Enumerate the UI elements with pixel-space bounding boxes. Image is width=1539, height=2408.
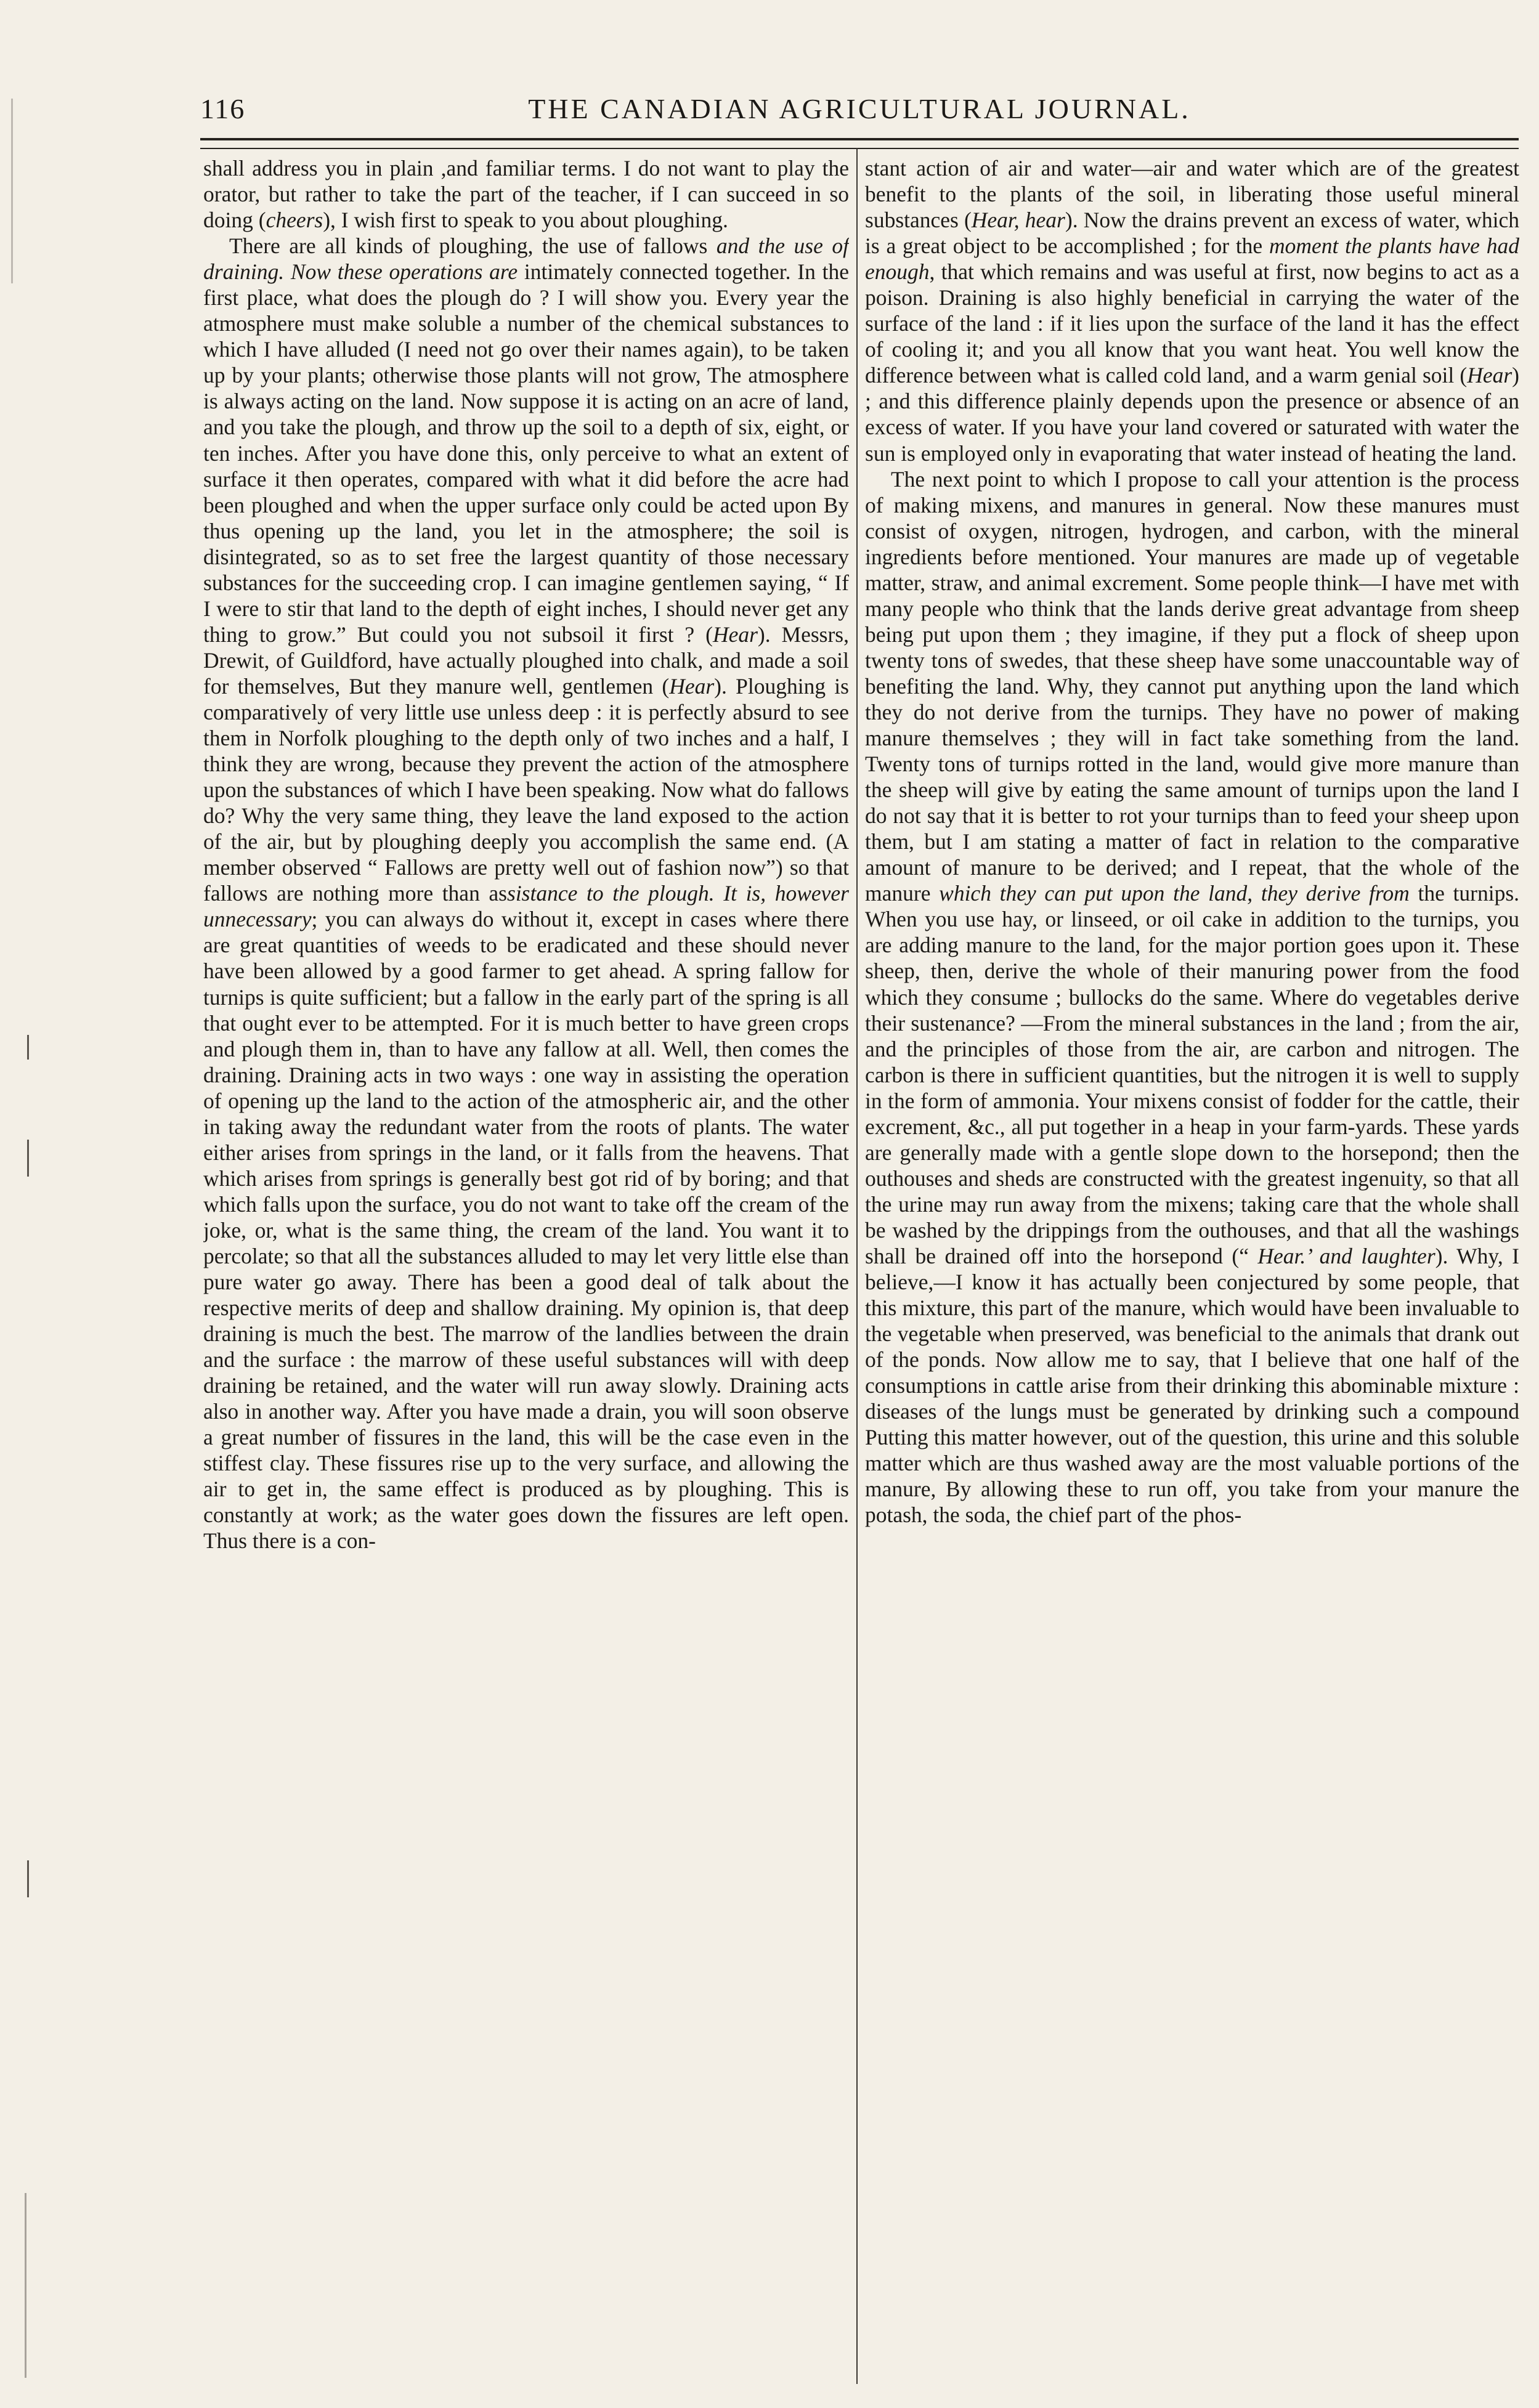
- text-run: the turnips. When you use hay, or linseed, or oil cake in addition to the turnips, you are adding manure to the land, for the major portion goes upon it. These sheep, then, derive the whole of their manuring power from the food which they consume ; bullocks do the same. Where do vegetables derive their sustenance? —From the mineral substances in the land ; from the air, and the principles of those from the air, are carbon and nitrogen. The carbon is there in sufficient quantities, but the nitrogen it is well to supply in the form of ammonia. Your mixens consist of fodder for the cattle, their excrement, &c., all put together in a heap in your farm-yards. These yards are generally made with a gentle slope down to the horsepond; then the outhouses and sheds are constructed with the greatest ingenuity, so that all the urine may run away from the mixens; taking care that the whole shall be washed by the drippings from the outhouses, and that all the washings shall be drained off into the horsepond (“: [865, 881, 1519, 1268]
- paragraph: [865, 155, 1519, 466]
- italic-text: sistance to the plough. It is, however unnecessary: [203, 881, 849, 932]
- margin-mark: [27, 1035, 29, 1060]
- italic-text: moment the plants have had enough: [865, 233, 1519, 285]
- margin-mark: [27, 1140, 29, 1177]
- margin-mark: [27, 1860, 29, 1897]
- text-run: , that which remains and was useful at first, now begins to act as a poison. Draining is also highly beneficial in carrying the water of the surface of the land : if it lies upon the surface of the land it has the effect of cooling it; and you all know that you want heat. You well know the difference between what is called cold land, and a warm genial soil (: [865, 259, 1519, 388]
- text-run: stant action of air and water—air and water which are of the greatest benefit to the plants of the soil, in liberating those useful mineral substances (: [865, 156, 1519, 233]
- italic-text: Hear: [712, 622, 758, 647]
- margin-mark: [11, 99, 13, 283]
- text-run: ). Why, I believe,—I know it has actually been conjectured by some people, that this mixture, this part of the manure, which would have been invaluable to the vegetable when preserved, was beneficial to the animals that drank out of the ponds. Now allow me to say, that I believe that one half of the consumptions in cattle arise from their drinking this abominable mixture : diseases of the lungs must be generated by drinking such a compound Putting this matter however, out of the question, this urine and this soluble matter which are thus washed away are the most valuable portions of the manure, By allowing these to run off, you take from your manure the potash, the soda, the chief part of the phos-: [865, 1243, 1519, 1528]
- paragraph: [865, 466, 1519, 1528]
- italic-text: which they can put upon the land, they derive from: [939, 881, 1410, 906]
- text-run: The next point to which I propose to call your attention is the process of making mixens, and manures in general. Now these manures must consist of oxygen, nitrogen, hydrogen, and carbon, with the mineral ingredients before mentioned. Your manures are made up of vegetable matter, straw, and animal excrement. Some people think—I have met with many people who think that the lands derive great advantage from sheep being put upon them ; they imagine, if they put a flock of sheep upon twenty tons of swedes, that these sheep have some unaccountable way of benefiting the land. Why, they cannot put anything upon the land which they do not derive from the turnips. They have no power of making manure themselves ; they will in fact take something from the land. Twenty tons of turnips rotted in the land, would give more manure than the sheep will give by eating the same amount of turnips upon the land I do not say that it is better to rot your turnips than to feed your sheep upon them, but I am stating a matter of fact in relation to the comparative amount of manure to be derived; and I repeat, that the whole of the manure: [865, 466, 1519, 906]
- page-number: 116: [200, 93, 246, 124]
- italic-text: Hear: [1467, 363, 1513, 388]
- column-divider: [856, 148, 858, 2384]
- text-run: ), I wish first to speak to you about ploughing.: [323, 208, 728, 233]
- header-rule: [200, 138, 1519, 149]
- text-run: There are all kinds of ploughing, the use of fallows: [229, 233, 717, 259]
- text-run: ; you can always do without it, except in cases where there are great quantities of weeds to be eradicated and these should never have been allowed by a good farmer to get ahead. A spring fallow for turnips is quite sufficient; but a fallow in the early part of the spring is all that ought ever to be attempted. For it is much better to have green crops and plough them in, than to have any fallow at all. Well, then comes the draining. Draining acts in two ways : one way in assisting the operation of opening up the land to the action of the atmospheric air, and the other in taking away the redundant water from the roots of plants. The water either arises from springs in the land, or it falls from the heavens. That which arises from springs is generally best got rid of by boring; and that which falls upon the surface, you do not want to take off the cream of the joke, or, what is the same thing, the cream of the land. You want it to percolate; so that all the substances alluded to may let very little else than pure water go away. There has been a good deal of talk about the respective merits of deep and shallow draining. My opinion is, that deep draining is much the best. The marrow of the landlies between the drain and the surface : the marrow of these useful substances will with deep draining be retained, and the water will run away slowly. Draining acts also in another way. After you have made a drain, you will soon observe a great number of fissures in the land, this will be the case even in the stiffest clay. These fissures rise up to the very surface, and allowing the air to get in, the same effect is produced as by ploughing. This is constantly at work; as the water goes down the fissures are left open. Thus there is a con-: [203, 907, 849, 1554]
- italic-text: Hear: [669, 673, 715, 699]
- text-run: shall address you in plain ,and familiar terms. I do not want to play the orator, but rather to take the part of the teacher, if I can succeed in so doing (: [203, 156, 849, 233]
- margin-mark: [25, 2193, 26, 2378]
- paragraph: [203, 233, 849, 1554]
- paragraph: [203, 155, 849, 233]
- running-title: THE CANADIAN AGRICULTURAL JOURNAL.: [528, 93, 1191, 124]
- left-column: [203, 155, 849, 2385]
- italic-text: and the use of draining. Now these operations are: [203, 233, 849, 285]
- text-run: intimately connected together. In the first place, what does the plough do ? I will show you. Every year the atmosphere must make soluble a number of the chemical substances to which I have alluded (I need not go over their names again), to be taken up by your plants; otherwise those plants will not grow, The atmosphere is always acting on the land. Now suppose it is acting on an acre of land, and you take the plough, and throw up the soil to a depth of six, eight, or ten inches. After you have done this, only perceive to what an extent of surface it then operates, compared with what it did before the acre had been ploughed and when the upper surface only could be acted upon By thus opening up the land, you let in the atmosphere; the soil is disintegrated, so as to set free the largest quantity of those necessary substances for the succeeding crop. I can imagine gentlemen saying, “ If I were to stir that land to the depth of eight inches, I should never get any thing to grow.” But could you not subsoil it first ? (: [203, 259, 849, 647]
- italic-text: cheers: [266, 208, 323, 233]
- italic-text: Hear.’ and laughter: [1257, 1243, 1435, 1268]
- text-run: ). Ploughing is comparatively of very little use unless deep : it is perfectly absurd to see them in Norfolk ploughing to the depth only of two inches and a half, I think they are wrong, because they prevent the action of the atmosphere upon the substances of which I have been speaking. Now what do fallows do? Why the very same thing, they leave the land exposed to the action of the air, but by ploughing deeply you accomplish the same end. (A member observed “ Fallows are pretty well out of fashion now”) so that fallows are nothing more than as: [203, 673, 849, 906]
- right-column: [865, 155, 1519, 2385]
- text-run: ) ; and this difference plainly depends upon the presence or absence of an excess of water. If you have your land covered or saturated with water the sun is employed only in evaporating that water instead of heating the land.: [865, 363, 1519, 466]
- text-run: ). Now the drains prevent an excess of water, which is a great object to be accomplished ; for the: [865, 208, 1519, 259]
- text-run: ). Messrs, Drewit, of Guildford, have actually ploughed into chalk, and made a soil for themselves, But they manure well, gentlemen (: [203, 622, 849, 699]
- italic-text: Hear, hear: [971, 208, 1065, 233]
- page-header: [200, 92, 1519, 129]
